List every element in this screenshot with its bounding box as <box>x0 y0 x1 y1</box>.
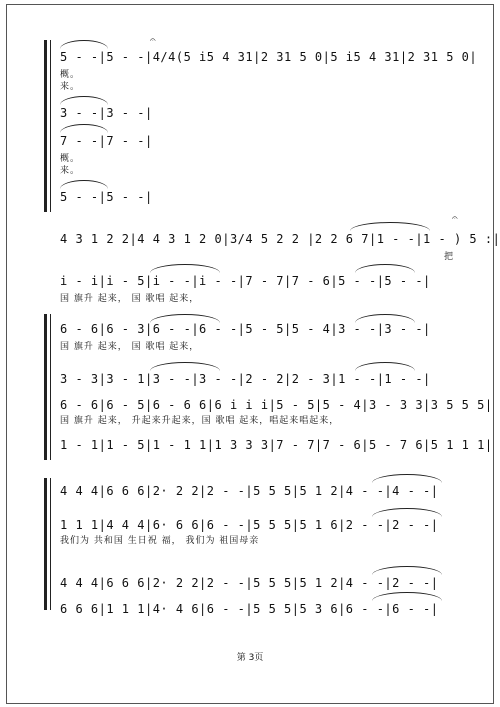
staff-row: 1 1 1|4 4 4|6· 6 6|6 - -|5 5 5|5 1 6|2 - -|2 - -| <box>60 518 439 532</box>
lyric-line: 概。 <box>60 70 81 80</box>
staff-row: 4 3 1 2 2|4 4 3 1 2 0|3/4 5 2 2 |2 2 6 7|1 - -|1 - ) 5 :| <box>60 232 500 246</box>
staff-row: 4 4 4|6 6 6|2· 2 2|2 - -|5 5 5|5 1 2|4 - -|4 - -| <box>60 484 439 498</box>
brace-line <box>50 478 51 610</box>
page-number: 第 3页 <box>236 653 264 663</box>
staff-row: 3 - -|3 - -| <box>60 106 153 120</box>
fermata-icon: 𝄐 <box>150 35 156 46</box>
lyric-line: 国 旗升 起来， 国 歌唱 起来， <box>60 294 200 304</box>
staff-row: 6 - 6|6 - 3|6 - -|6 - -|5 - 5|5 - 4|3 - -|3 - -| <box>60 322 431 336</box>
lyric-line: 来。 <box>60 82 81 92</box>
brace <box>44 314 47 460</box>
staff-row: 7 - -|7 - -| <box>60 134 153 148</box>
lyric-line: 我们为 共和国 生日祝 福， 我们为 祖国母亲 <box>60 536 260 546</box>
staff-row: 1 - 1|1 - 5|1 - 1 1|1 3 3 3|7 - 7|7 - 6|5 - 7 6|5 1 1 1| <box>60 438 493 452</box>
staff-row: 6 - 6|6 - 5|6 - 6 6|6 i i i|5 - 5|5 - 4|3 - 3 3|3 5 5 5| <box>60 398 493 412</box>
brace <box>44 40 47 212</box>
fermata-icon: 𝄐 <box>452 213 458 224</box>
lyric-line: 来。 <box>60 166 81 176</box>
staff-row: 5 - -|5 - -| <box>60 190 153 204</box>
lyric-line: 国 旗升 起来， 国 歌唱 起来， <box>60 342 200 352</box>
lyric-line: 国 旗升 起来， 升起来升起来，国 歌唱 起来，唱起来唱起来， <box>60 416 340 426</box>
staff-row: 3 - 3|3 - 1|3 - -|3 - -|2 - 2|2 - 3|1 - -|1 - -| <box>60 372 431 386</box>
staff-row: i - i|i - 5|i - -|i - -|7 - 7|7 - 6|5 - -|5 - -| <box>60 274 431 288</box>
brace <box>44 478 47 610</box>
lyric-line: 概。 <box>60 154 81 164</box>
staff-row: 6 6 6|1 1 1|4· 4 6|6 - -|5 5 5|5 3 6|6 - -|6 - -| <box>60 602 439 616</box>
brace-line <box>50 314 51 460</box>
staff-row: 4 4 4|6 6 6|2· 2 2|2 - -|5 5 5|5 1 2|4 - -|2 - -| <box>60 576 439 590</box>
lyric-line: 把 <box>444 252 455 262</box>
brace-line <box>50 40 51 212</box>
staff-row: 5 - -|5 - -|4/4(5 i5 4 31|2 31 5 0|5 i5 4 31|2 31 5 0| <box>60 50 478 64</box>
